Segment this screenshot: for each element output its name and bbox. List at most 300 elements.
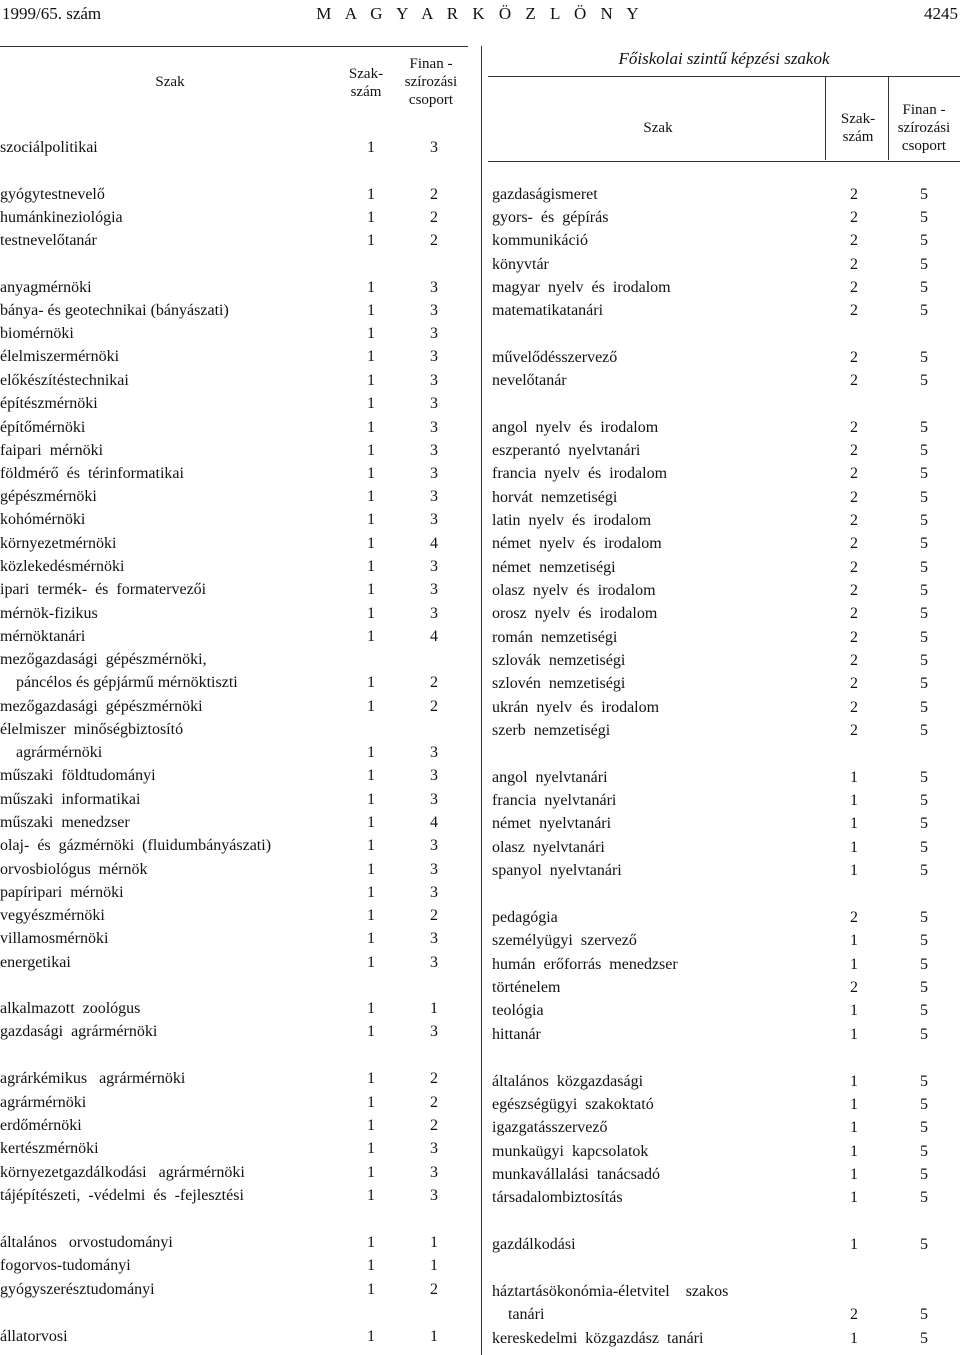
- table-row: [0, 209, 468, 232]
- row-name: német nyelvtanári: [492, 815, 612, 832]
- row-szakszam: 2: [850, 349, 858, 366]
- row-name: testnevelőtanár: [0, 232, 97, 249]
- table-row: [492, 652, 960, 675]
- row-name: kohómérnöki: [0, 511, 86, 528]
- row-szakszam: 2: [850, 419, 858, 436]
- row-name: gyógyszerésztudományi: [0, 1281, 155, 1298]
- row-finan: 3: [430, 767, 438, 784]
- row-szakszam: 1: [850, 1189, 858, 1206]
- table-row: [0, 465, 468, 488]
- table-row: [0, 930, 468, 953]
- row-name: műszaki informatikai: [0, 791, 141, 808]
- row-szakszam: 2: [850, 1306, 858, 1323]
- row-szakszam: 1: [367, 1234, 375, 1251]
- right-table-header: [488, 76, 960, 162]
- table-row: [0, 186, 468, 209]
- row-szakszam: 1: [367, 1164, 375, 1181]
- row-finan: 3: [430, 302, 438, 319]
- row-name: német nemzetiségi: [492, 559, 616, 576]
- row-szakszam: 1: [850, 956, 858, 973]
- table-row: [0, 535, 468, 558]
- table-row: [492, 465, 960, 488]
- row-name: műszaki földtudományi: [0, 767, 156, 784]
- row-name: olaj- és gázmérnöki (fluidumbányászati): [0, 837, 272, 854]
- row-name: erdőmérnöki: [0, 1117, 82, 1134]
- row-name: olasz nyelv és irodalom: [492, 582, 656, 599]
- row-szakszam: 1: [367, 279, 375, 296]
- table-row: [0, 279, 468, 302]
- table-row: [492, 1073, 960, 1096]
- table-row: [0, 558, 468, 581]
- row-name: építőmérnöki: [0, 419, 86, 436]
- right-col-szak: Szak: [643, 120, 673, 136]
- row-name: egészségügyi szakoktató: [492, 1096, 654, 1113]
- row-finan: 3: [430, 488, 438, 505]
- row-finan: 4: [430, 814, 438, 831]
- row-name: igazgatásszervező: [492, 1119, 608, 1136]
- row-szakszam: 1: [850, 1119, 858, 1136]
- row-finan: 3: [430, 1140, 438, 1157]
- row-name: humán erőforrás menedzser: [492, 956, 678, 973]
- row-finan: 5: [920, 722, 928, 739]
- row-finan: 4: [430, 628, 438, 645]
- row-finan: 1: [430, 1257, 438, 1274]
- table-row: [492, 1189, 960, 1212]
- row-name: német nyelv és irodalom: [492, 535, 662, 552]
- table-row: [492, 1002, 960, 1025]
- row-finan: 5: [920, 349, 928, 366]
- row-name: kertészmérnöki: [0, 1140, 99, 1157]
- table-row: [492, 372, 960, 395]
- table-row: [492, 979, 960, 1002]
- row-name: szociálpolitikai: [0, 139, 98, 156]
- row-szakszam: 1: [367, 1000, 375, 1017]
- row-name: eszperantó nyelvtanári: [492, 442, 641, 459]
- row-name: román nemzetiségi: [492, 629, 618, 646]
- table-row: [492, 256, 960, 279]
- row-name: mérnöktanári: [0, 628, 86, 645]
- table-row: [492, 862, 960, 885]
- row-name: mezőgazdasági gépészmérnöki: [0, 698, 203, 715]
- row-finan: 5: [920, 1026, 928, 1043]
- row-szakszam: 1: [850, 862, 858, 879]
- table-row: [492, 605, 960, 628]
- row-name: szerb nemzetiségi: [492, 722, 611, 739]
- table-row: [492, 629, 960, 652]
- row-name: francia nyelvtanári: [492, 792, 617, 809]
- row-finan: 5: [920, 979, 928, 996]
- row-name: agrárkémikus agrármérnöki: [0, 1070, 186, 1087]
- row-szakszam: 2: [850, 372, 858, 389]
- row-szakszam: 1: [367, 325, 375, 342]
- table-row: [492, 302, 960, 325]
- row-szakszam: 1: [367, 535, 375, 552]
- row-szakszam: 1: [367, 488, 375, 505]
- row-szakszam: 1: [367, 605, 375, 622]
- table-row: [0, 954, 468, 977]
- row-finan: 2: [430, 907, 438, 924]
- row-finan: 5: [920, 1143, 928, 1160]
- row-szakszam: 2: [850, 279, 858, 296]
- row-szakszam: 1: [367, 465, 375, 482]
- row-szakszam: 1: [367, 302, 375, 319]
- row-finan: 5: [920, 256, 928, 273]
- table-row: [0, 1234, 468, 1257]
- row-finan: 3: [430, 372, 438, 389]
- row-finan: 5: [920, 1236, 928, 1253]
- row-szakszam: 1: [367, 372, 375, 389]
- row-szakszam: 1: [367, 1070, 375, 1087]
- left-col-finan: Finan - szírozási csoport: [404, 56, 458, 108]
- row-name: földmérő és térinformatikai: [0, 465, 184, 482]
- row-name: mérnök-fizikus: [0, 605, 98, 622]
- row-szakszam: 1: [850, 839, 858, 856]
- row-name: ukrán nyelv és irodalom: [492, 699, 660, 716]
- row-name: előkészítéstechnikai: [0, 372, 129, 389]
- table-row: [492, 1283, 960, 1306]
- row-szakszam: 1: [367, 1281, 375, 1298]
- row-szakszam: 2: [850, 489, 858, 506]
- table-row: [0, 1000, 468, 1023]
- row-szakszam: 2: [850, 699, 858, 716]
- row-finan: 1: [430, 1328, 438, 1345]
- row-finan: 3: [430, 558, 438, 575]
- row-name: munkavállalási tanácsadó: [492, 1166, 660, 1183]
- row-name: tanári: [492, 1306, 545, 1323]
- row-finan: 5: [920, 629, 928, 646]
- row-finan: 5: [920, 1002, 928, 1019]
- table-row: [492, 792, 960, 815]
- row-finan: 5: [920, 699, 928, 716]
- row-szakszam: 1: [367, 907, 375, 924]
- row-szakszam: 1: [367, 814, 375, 831]
- row-szakszam: 1: [367, 767, 375, 784]
- row-name: építészmérnöki: [0, 395, 98, 412]
- table-row: [492, 232, 960, 255]
- row-finan: 5: [920, 419, 928, 436]
- table-row: [492, 1166, 960, 1189]
- row-finan: 3: [430, 325, 438, 342]
- row-name: tájépítészeti, -védelmi és -fejlesztési: [0, 1187, 244, 1204]
- row-finan: 5: [920, 232, 928, 249]
- table-row: [492, 535, 960, 558]
- row-name: agrármérnöki: [0, 1094, 87, 1111]
- row-finan: 3: [430, 791, 438, 808]
- row-finan: 3: [430, 1023, 438, 1040]
- row-name: történelem: [492, 979, 561, 996]
- row-name: energetikai: [0, 954, 71, 971]
- row-szakszam: 2: [850, 909, 858, 926]
- row-name: művelődésszervező: [492, 349, 618, 366]
- right-table-caption: Főiskolai szintű képzési szakok: [618, 49, 830, 68]
- row-finan: 5: [920, 1189, 928, 1206]
- page-number: 4245: [924, 4, 958, 23]
- row-finan: 5: [920, 1166, 928, 1183]
- row-finan: 3: [430, 348, 438, 365]
- row-name: angol nyelv és irodalom: [492, 419, 659, 436]
- row-finan: 3: [430, 1187, 438, 1204]
- row-finan: 1: [430, 1000, 438, 1017]
- row-name: kommunikáció: [492, 232, 588, 249]
- right-col-szakszam: Szak- szám: [840, 111, 876, 145]
- row-name: szlovén nemzetiségi: [492, 675, 626, 692]
- row-finan: 5: [920, 582, 928, 599]
- row-szakszam: 1: [367, 884, 375, 901]
- table-row: [0, 814, 468, 837]
- row-szakszam: 1: [367, 1257, 375, 1274]
- row-finan: 1: [430, 1234, 438, 1251]
- row-finan: 5: [920, 559, 928, 576]
- row-finan: 5: [920, 1330, 928, 1347]
- right-header-divider-2: [888, 76, 889, 160]
- table-row: [492, 489, 960, 512]
- row-szakszam: 1: [367, 209, 375, 226]
- table-row: [492, 1119, 960, 1142]
- table-row: [0, 419, 468, 442]
- table-row: [0, 442, 468, 465]
- row-finan: 2: [430, 186, 438, 203]
- row-szakszam: 1: [850, 769, 858, 786]
- table-row: [492, 1143, 960, 1166]
- row-name: olasz nyelvtanári: [492, 839, 605, 856]
- row-name: biomérnöki: [0, 325, 74, 342]
- row-szakszam: 1: [367, 348, 375, 365]
- row-finan: 2: [430, 1094, 438, 1111]
- row-szakszam: 2: [850, 629, 858, 646]
- row-name: faipari mérnöki: [0, 442, 104, 459]
- row-szakszam: 1: [850, 1002, 858, 1019]
- table-row: [492, 932, 960, 955]
- table-row: [492, 582, 960, 605]
- row-name: ipari termék- és formatervezői: [0, 581, 207, 598]
- row-finan: 3: [430, 605, 438, 622]
- row-name: kereskedelmi közgazdász tanári: [492, 1330, 704, 1347]
- row-name: papíripari mérnöki: [0, 884, 124, 901]
- row-finan: 5: [920, 932, 928, 949]
- row-name: páncélos és gépjármű mérnöktiszti: [0, 674, 238, 691]
- row-finan: 3: [430, 837, 438, 854]
- row-name: latin nyelv és irodalom: [492, 512, 652, 529]
- table-row: [492, 699, 960, 722]
- row-finan: 5: [920, 1073, 928, 1090]
- row-szakszam: 1: [850, 1026, 858, 1043]
- row-szakszam: 1: [367, 1187, 375, 1204]
- row-finan: 3: [430, 465, 438, 482]
- row-name: gazdaságismeret: [492, 186, 598, 203]
- row-finan: 3: [430, 395, 438, 412]
- row-szakszam: 1: [850, 1330, 858, 1347]
- table-row: [0, 721, 468, 744]
- table-row: [0, 1164, 468, 1187]
- row-finan: 5: [920, 675, 928, 692]
- row-finan: 2: [430, 1070, 438, 1087]
- row-szakszam: 2: [850, 465, 858, 482]
- row-szakszam: 1: [367, 674, 375, 691]
- row-szakszam: 2: [850, 535, 858, 552]
- row-szakszam: 1: [367, 232, 375, 249]
- row-name: műszaki menedzser: [0, 814, 130, 831]
- row-finan: 3: [430, 279, 438, 296]
- table-row: [0, 1281, 468, 1304]
- row-name: magyar nyelv és irodalom: [492, 279, 671, 296]
- row-szakszam: 2: [850, 186, 858, 203]
- left-first-row: [0, 139, 468, 162]
- right-col-finan: Finan - szírozási csoport: [897, 102, 951, 154]
- table-row: [0, 698, 468, 721]
- row-name: gyógytestnevelő: [0, 186, 105, 203]
- row-finan: 3: [430, 581, 438, 598]
- row-finan: 3: [430, 744, 438, 761]
- row-finan: 2: [430, 698, 438, 715]
- row-szakszam: 1: [367, 419, 375, 436]
- table-row: [0, 372, 468, 395]
- row-name: alkalmazott zoológus: [0, 1000, 141, 1017]
- row-name: személyügyi szervező: [492, 932, 637, 949]
- right-header-divider-1: [825, 76, 826, 160]
- table-row: [0, 651, 468, 674]
- table-row: [0, 674, 468, 697]
- row-szakszam: 2: [850, 512, 858, 529]
- row-szakszam: 1: [850, 1073, 858, 1090]
- table-row: [0, 767, 468, 790]
- table-row: [0, 837, 468, 860]
- row-name: gépészmérnöki: [0, 488, 97, 505]
- row-szakszam: 2: [850, 232, 858, 249]
- row-finan: 5: [920, 209, 928, 226]
- row-szakszam: 2: [850, 675, 858, 692]
- row-finan: 3: [430, 930, 438, 947]
- table-row: [0, 1117, 468, 1140]
- row-finan: 5: [920, 372, 928, 389]
- row-name: élelmiszermérnöki: [0, 348, 120, 365]
- row-szakszam: 1: [367, 698, 375, 715]
- row-name: élelmiszer minőségbiztosító: [0, 721, 184, 738]
- table-row: [0, 907, 468, 930]
- row-finan: 3: [430, 954, 438, 971]
- row-finan: 5: [920, 909, 928, 926]
- left-table-header: [0, 46, 468, 165]
- table-row: [0, 488, 468, 511]
- row-finan: 5: [920, 302, 928, 319]
- row-szakszam: 1: [367, 1023, 375, 1040]
- left-col-szakszam: Szak- szám: [348, 66, 384, 100]
- row-finan: 5: [920, 605, 928, 622]
- row-szakszam: 1: [367, 791, 375, 808]
- table-row: [492, 1096, 960, 1119]
- table-row: [0, 791, 468, 814]
- row-szakszam: 1: [367, 186, 375, 203]
- row-finan: 3: [430, 511, 438, 528]
- row-szakszam: 2: [850, 256, 858, 273]
- row-szakszam: 1: [367, 139, 375, 156]
- row-name: mezőgazdasági gépészmérnöki,: [0, 651, 207, 668]
- table-row: [0, 1328, 468, 1351]
- row-finan: 5: [920, 535, 928, 552]
- table-row: [0, 1257, 468, 1280]
- row-finan: 3: [430, 861, 438, 878]
- row-finan: 2: [430, 209, 438, 226]
- table-row: [492, 279, 960, 302]
- table-row: [492, 419, 960, 442]
- row-szakszam: 2: [850, 209, 858, 226]
- row-finan: 5: [920, 862, 928, 879]
- row-finan: 3: [430, 419, 438, 436]
- row-name: közlekedésmérnöki: [0, 558, 125, 575]
- row-name: matematikatanári: [492, 302, 604, 319]
- row-szakszam: 1: [850, 815, 858, 832]
- table-row: [0, 1187, 468, 1210]
- table-row: [492, 209, 960, 232]
- table-row: [0, 1140, 468, 1163]
- row-name: bánya- és geotechnikai (bányászati): [0, 302, 229, 319]
- table-row: [492, 956, 960, 979]
- row-finan: 5: [920, 1306, 928, 1323]
- table-row: [0, 348, 468, 371]
- table-row: [492, 769, 960, 792]
- row-name: környezetgazdálkodási agrármérnöki: [0, 1164, 245, 1181]
- table-row: [0, 884, 468, 907]
- row-finan: 5: [920, 442, 928, 459]
- row-name: francia nyelv és irodalom: [492, 465, 668, 482]
- row-finan: 5: [920, 1119, 928, 1136]
- row-szakszam: 1: [367, 511, 375, 528]
- row-szakszam: 2: [850, 582, 858, 599]
- row-name: könyvtár: [492, 256, 549, 273]
- row-finan: 5: [920, 792, 928, 809]
- row-szakszam: 1: [367, 558, 375, 575]
- row-szakszam: 2: [850, 652, 858, 669]
- row-finan: 2: [430, 232, 438, 249]
- row-name: villamosmérnöki: [0, 930, 109, 947]
- row-szakszam: 1: [367, 628, 375, 645]
- row-szakszam: 2: [850, 302, 858, 319]
- table-row: [0, 744, 468, 767]
- row-name: teológia: [492, 1002, 544, 1019]
- table-row: [492, 349, 960, 372]
- row-finan: 2: [430, 1281, 438, 1298]
- row-name: munkaügyi kapcsolatok: [492, 1143, 649, 1160]
- row-name: nevelőtanár: [492, 372, 567, 389]
- row-finan: 5: [920, 1096, 928, 1113]
- table-row: [492, 815, 960, 838]
- row-finan: 5: [920, 769, 928, 786]
- row-szakszam: 2: [850, 559, 858, 576]
- left-divider: [481, 46, 482, 1355]
- issue-number: 1999/65. szám: [2, 4, 102, 23]
- row-szakszam: 1: [367, 861, 375, 878]
- table-row: [492, 909, 960, 932]
- table-row: [0, 605, 468, 628]
- row-finan: 5: [920, 815, 928, 832]
- row-finan: 3: [430, 1164, 438, 1181]
- row-szakszam: 1: [367, 1328, 375, 1345]
- table-row: [0, 1094, 468, 1117]
- table-row: [0, 302, 468, 325]
- row-szakszam: 1: [367, 954, 375, 971]
- row-szakszam: 1: [367, 442, 375, 459]
- row-szakszam: 1: [367, 581, 375, 598]
- row-name: gazdasági agrármérnöki: [0, 1023, 158, 1040]
- row-name: vegyészmérnöki: [0, 907, 105, 924]
- row-name: környezetmérnöki: [0, 535, 117, 552]
- row-name: agrármérnöki: [0, 744, 103, 761]
- row-finan: 5: [920, 512, 928, 529]
- table-row: [0, 581, 468, 604]
- table-row: [492, 1306, 960, 1329]
- row-szakszam: 1: [850, 1096, 858, 1113]
- row-name: fogorvos-tudományi: [0, 1257, 131, 1274]
- row-szakszam: 1: [367, 744, 375, 761]
